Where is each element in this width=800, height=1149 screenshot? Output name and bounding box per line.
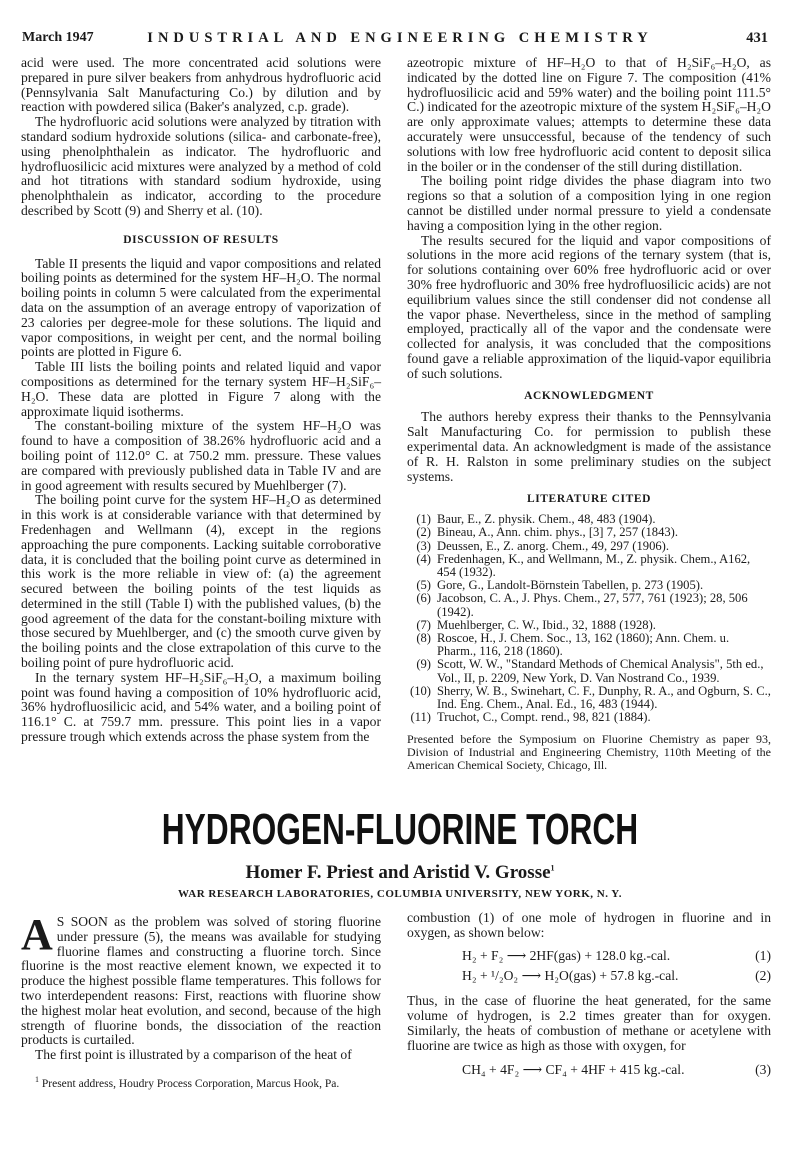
reference-item: (4) Fredenhagen, K., and Wellmann, M., Z. physik. Chem., A162, 454 (1932). bbox=[416, 551, 751, 579]
paragraph: The results secured for the liquid and vapor compositions of solutions in the more acid regions of the ternary system (that is, for solutions containing over 60% free hydrofluoric acid or over 30% free hydrofluoric and 30% free hydrofluosilicic acids) are not equilibrium values since the still condenser did not condense all the vapor phase. Nevertheless, since in the method of sampling employed, practically all of the vapor and the condensate were collected for analysis, it was concluded that the compositions found gave a reliable approximation of the liquid-vapor equilibria of such solutions. bbox=[407, 232, 771, 381]
paragraph: The hydrofluoric acid solutions were analyzed by titration with standard sodium hydroxide solutions (silica- and carbonate-free), using phenolphthalein as indicator. The hydrofluoric and hydrofluosilicic acid mixtures were analyzed by a method of cold and hot titrations with standard sodium hydroxide, using phenolphthalein as indicator, according to the procedure described by Scott (9) and Sherry et al. (10). bbox=[21, 114, 381, 218]
section-heading-literature-cited: LITERATURE CITED bbox=[526, 493, 652, 506]
presented-note: Presented before the Symposium on Fluorine Chemistry as paper 93, Division of Industrial and Engineering Chemistry, 110th Meeting of the American Chemical Society, Chicago, Ill. bbox=[407, 732, 771, 773]
right-column-previous-article bbox=[407, 56, 771, 772]
paragraph: acid were used. The more concentrated acid solutions were prepared in pure silver beakers from anhydrous hydrofluoric acid (Pennsylvania Salt Manufacturing Co.) by dilution and by reaction with powdered silica (Baker's analyzed, c.p. grade). bbox=[21, 55, 381, 115]
article-right-column bbox=[407, 911, 771, 1078]
article-title: HYDROGEN-FLUORINE TORCH bbox=[161, 805, 639, 854]
opening-paragraph: A S SOON as the problem was solved of storing fluorine under pressure (5), the means was available for studying fluorine flames and constructing a fluorine torch. Since fluorine is the most reactive element known, we expected it to produce the highest possible flame temperatures. This follows for two interdependent reasons: First, reactions with fluorine show the highest molar heat evolution, and second, because of the high strength of fluorine bonds, the dissociation of the reaction products is curtailed. bbox=[21, 910, 381, 1048]
paragraph: In the ternary system HF–H₂SiF₆–H₂O, a maximum boiling point was found having a composition of 10% hydrofluoric acid, 36% hydrofluosilicic acid, and 54% water, and a boiling point of 116.1° C. at 759.7 mm. pressure. This point lies in a vapor pressure trough which extends across the phase system from the bbox=[21, 669, 381, 745]
journal-name: INDUSTRIAL AND ENGINEERING CHEMISTRY bbox=[147, 30, 653, 46]
reference-item: (9) Scott, W. W., "Standard Methods of Chemical Analysis", 5th ed., Vol., II, p. 2209, New York, D. Van Nostrand Co., 1939. bbox=[416, 657, 764, 685]
paragraph: combustion (1) of one mole of hydrogen in fluorine and in oxygen, as shown below: bbox=[407, 910, 771, 940]
reference-item: (11) Truchot, C., Compt. rend., 98, 821 (1884). bbox=[410, 710, 651, 725]
reference-list bbox=[407, 513, 771, 724]
equation-3: CH₄ + 4F₂ ⟶ CF₄ + 4HF + 415 kg.-cal. (3) bbox=[462, 1062, 771, 1078]
paragraph: The boiling point ridge divides the phase diagram into two regions so that a solution of a composition lying in one region cannot be distilled under normal pressure to yield a condensate having a composition lying in the other region. bbox=[407, 173, 771, 233]
author-footnote-mark: 1 bbox=[550, 863, 555, 873]
article-affiliation: WAR RESEARCH LABORATORIES, COLUMBIA UNIVERSITY, NEW YORK, N. Y. bbox=[178, 888, 622, 900]
article-authors bbox=[0, 862, 800, 884]
reference-item: (5) Gore, G., Landolt-Börnstein Tabellen, p. 273 (1905). bbox=[416, 578, 704, 593]
paragraph: Thus, in the case of fluorine the heat generated, for the same volume of hydrogen, is 2.2 times greater than for oxygen. Similarly, the heats of combustion of methane or acetylene with fluorine are twice as high as those with oxygen, for bbox=[407, 993, 771, 1053]
paragraph: The first point is illustrated by a comparison of the heat of bbox=[35, 1047, 352, 1063]
section-heading-discussion: DISCUSSION OF RESULTS bbox=[123, 233, 279, 246]
paragraph: The constant-boiling mixture of the system HF–H₂O was found to have a composition of 38.26% hydrofluoric acid and a boiling point of 112.0° C. at 750.2 mm. pressure. These values are compared with previously published data in Table IV and are in good agreement with results secured by Muehlberger (7). bbox=[21, 418, 381, 493]
paragraph: The boiling point curve for the system HF–H₂O as determined in this work is at considerable variance with that determined by Fredenhagen and Wellmann (4), except in the regions approaching the pure components. Lacking suitable corroborative data, it is concluded that the boiling point curve as determined in this work is the more reliable in view of: (a) the agreement secured between the boiling points of the test liquids as determined in the still (Table I) with the published values, (b) the good agreement of the data for the constant-boiling mixture with those secured by Muehlberger, and (c) the smooth curve given by the boiling points and the close extrapolation of this curve to the boiling point of pure hydrofluoric acid. bbox=[21, 492, 381, 671]
equation-2: H₂ + ¹/₂O₂ ⟶ H₂O(gas) + 57.8 kg.-cal. (2) bbox=[462, 968, 771, 984]
reference-item: (1) Baur, E., Z. physik. Chem., 48, 483 (1904). bbox=[416, 512, 656, 527]
footnote: $^1$ Present address, Houdry Process Corporation, Marcus Hook, Pa. bbox=[35, 1074, 340, 1090]
running-header bbox=[22, 28, 778, 48]
paragraph: azeotropic mixture of HF–H₂O to that of H₂SiF₆–H₂O, as indicated by the dotted line on Figure 7. The composition (41% hydrofluosilicic acid and 59% water) and the boiling point 111.5° C.) indicated for the azeotropic mixture of the system H₂SiF₆–H₂O are only approximate values; attempts to determine these data accurately were unsuccessful, because of the tendency of such solutions with low free hydrofluoric acid content to deposit silica in the boiler or in the condenser of the still during distillation. bbox=[407, 55, 771, 174]
reference-item: (6) Jacobson, C. A., J. Phys. Chem., 27, 577, 761 (1923); 28, 506 (1942). bbox=[416, 591, 748, 619]
issue-date: March 1947 bbox=[22, 30, 94, 45]
reference-item: (8) Roscoe, H., J. Chem. Soc., 13, 162 (1860); Ann. Chem. u. Pharm., 116, 218 (1860). bbox=[416, 630, 730, 659]
article-left-column bbox=[21, 910, 381, 1092]
reference-item: (7) Muehlberger, C. W., Ibid., 32, 1888 (1928). bbox=[416, 617, 656, 632]
section-heading-acknowledgment: ACKNOWLEDGMENT bbox=[524, 389, 654, 402]
author-names: Homer F. Priest and Aristid V. Grosse bbox=[245, 862, 551, 883]
equation-1: H₂ + F₂ ⟶ 2HF(gas) + 128.0 kg.-cal. (1) bbox=[462, 947, 771, 963]
reference-item: (2) Bineau, A., Ann. chim. phys., [3] 7, 257 (1843). bbox=[416, 525, 679, 540]
paragraph: Table II presents the liquid and vapor compositions and related boiling points as determined for the system HF–H₂O. The normal boiling points in column 5 were calculated from the experimental data on the assumption of an average entropy of vaporization of 23 calories per degree-mole for these solutions. The liquid and vapor compositions, in weight per cent, and the normal boiling points are plotted in Figure 6. bbox=[21, 255, 381, 360]
drop-cap: A bbox=[21, 910, 53, 959]
paragraph: Table III lists the boiling points and related liquid and vapor compositions as determined for the ternary system HF–H₂SiF₆–H₂O. These data are plotted in Figure 7 along with the approximate liquid isotherms. bbox=[21, 359, 381, 419]
page-number: 431 bbox=[746, 30, 768, 46]
reference-item: (10) Sherry, W. B., Swinehart, C. F., Dunphy, R. A., and Ogburn, S. C., Ind. Eng. Chem., Anal. Ed., 16, 483 (1944). bbox=[410, 683, 771, 711]
acknowledgment-text: The authors hereby express their thanks to the Pennsylvania Salt Manufacturing Co. for permission to publish these experimental data. An acknowledgment is made of the assistance of R. H. Ralston in some preliminary studies on the subject systems. bbox=[407, 409, 771, 484]
left-column-previous-article bbox=[21, 56, 381, 745]
reference-item: (3) Deussen, E., Z. anorg. Chem., 49, 297 (1906). bbox=[416, 538, 670, 553]
